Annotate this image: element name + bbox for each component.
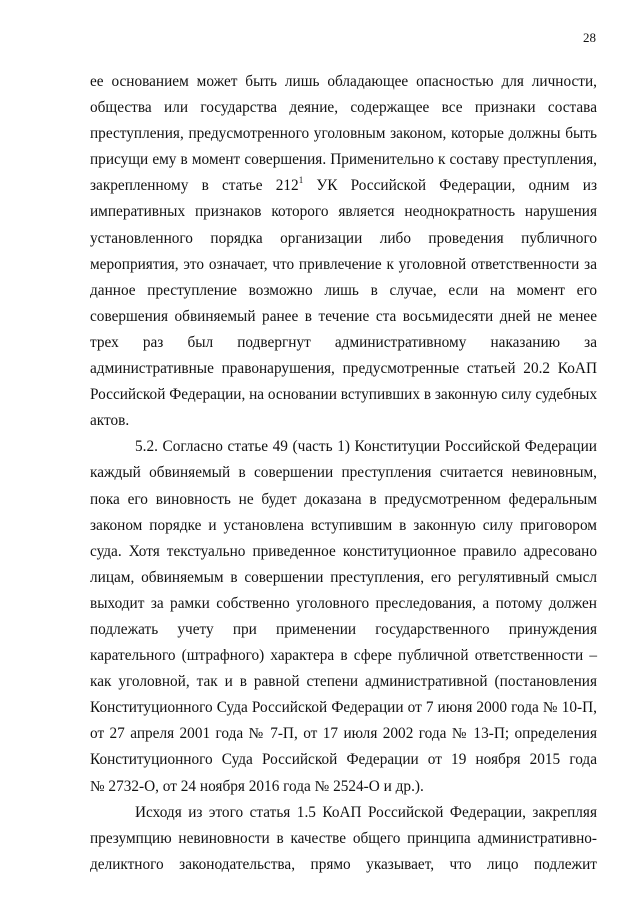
text-line: лицам, обвиняемым в совершении преступления, его регулятивный смысл [90, 568, 597, 586]
text-line: преступления, предусмотренного уголовным законом, которые должны быть [90, 125, 597, 143]
text-segment: закрепленному в статье 212 [90, 177, 299, 195]
text-segment: УК Российской Федерации, одним из [303, 177, 597, 195]
text-line: данное преступление возможно лишь в случае, если на момент его [90, 281, 597, 299]
text-line: императивных признаков которого является неоднократность нарушения [90, 203, 597, 221]
text-line: совершения обвиняемый ранее в течение ста восьмидесяти дней не менее [90, 307, 597, 325]
paragraph-2 [90, 434, 597, 799]
text-line: карательного (штрафного) характера в сфере публичной ответственности – [90, 647, 597, 665]
text-line: административные правонарушения, предусмотренные статьей 20.2 КоАП [90, 360, 597, 378]
text-line: как уголовной, так и в равной степени административной (постановления [90, 673, 597, 691]
text-line: присущи ему в момент совершения. Применительно к составу преступления, [90, 151, 597, 169]
text-line: законом порядке и установлена вступившим в законную силу приговором [90, 516, 597, 534]
text-line: Конституционного Суда Российской Федерации от 19 ноября 2015 года [90, 751, 597, 769]
text-line: от 27 апреля 2001 года № 7-П, от 17 июля 2002 года № 13-П; определения [90, 725, 597, 743]
text-line: Конституционного Суда Российской Федерации от 7 июня 2000 года № 10-П, [90, 699, 597, 717]
text-line: Российской Федерации, на основании вступивших в законную силу судебных [90, 386, 598, 404]
text-line: подлежать учету при применении государственного принуждения [90, 620, 597, 638]
text-line-with-footnote [90, 173, 597, 199]
text-line: мероприятия, это означает, что привлечение к уголовной ответственности за [90, 255, 597, 273]
text-line: трех раз был подвергнут административному наказанию за [90, 333, 597, 351]
paragraph-3 [90, 800, 597, 878]
text-line: 5.2. Согласно статье 49 (часть 1) Конституции Российской Федерации [135, 438, 597, 456]
text-line: ее основанием может быть лишь обладающее опасностью для личности, [90, 73, 597, 90]
text-line: общества или государства деяние, содержащее все признаки состава [90, 99, 597, 117]
text-line: выходит за рамки собственно уголовного преследования, а потому должен [90, 594, 597, 612]
page-number: 28 [583, 30, 596, 45]
document-body [90, 69, 597, 878]
text-line: презумпцию невиновности в качестве общего принципа административно- [90, 829, 597, 847]
text-line: суда. Хотя текстуально приведенное конституционное правило адресовано [90, 542, 597, 560]
text-line: актов. [90, 412, 130, 430]
text-line: каждый обвиняемый в совершении преступления считается невиновным, [90, 464, 597, 482]
text-line: пока его виновность не будет доказана в предусмотренном федеральным [90, 490, 597, 508]
text-line: деликтного законодательства, прямо указывает, что лицо подлежит [90, 855, 597, 873]
text-line: установленного порядка организации либо проведения публичного [90, 229, 597, 247]
text-line: № 2732-О, от 24 ноября 2016 года № 2524-О и др.). [90, 777, 424, 795]
footnote-superscript: 1 [298, 175, 304, 186]
paragraph-1 [90, 69, 597, 434]
text-line: Исходя из этого статья 1.5 КоАП Российской Федерации, закрепляя [135, 803, 597, 821]
